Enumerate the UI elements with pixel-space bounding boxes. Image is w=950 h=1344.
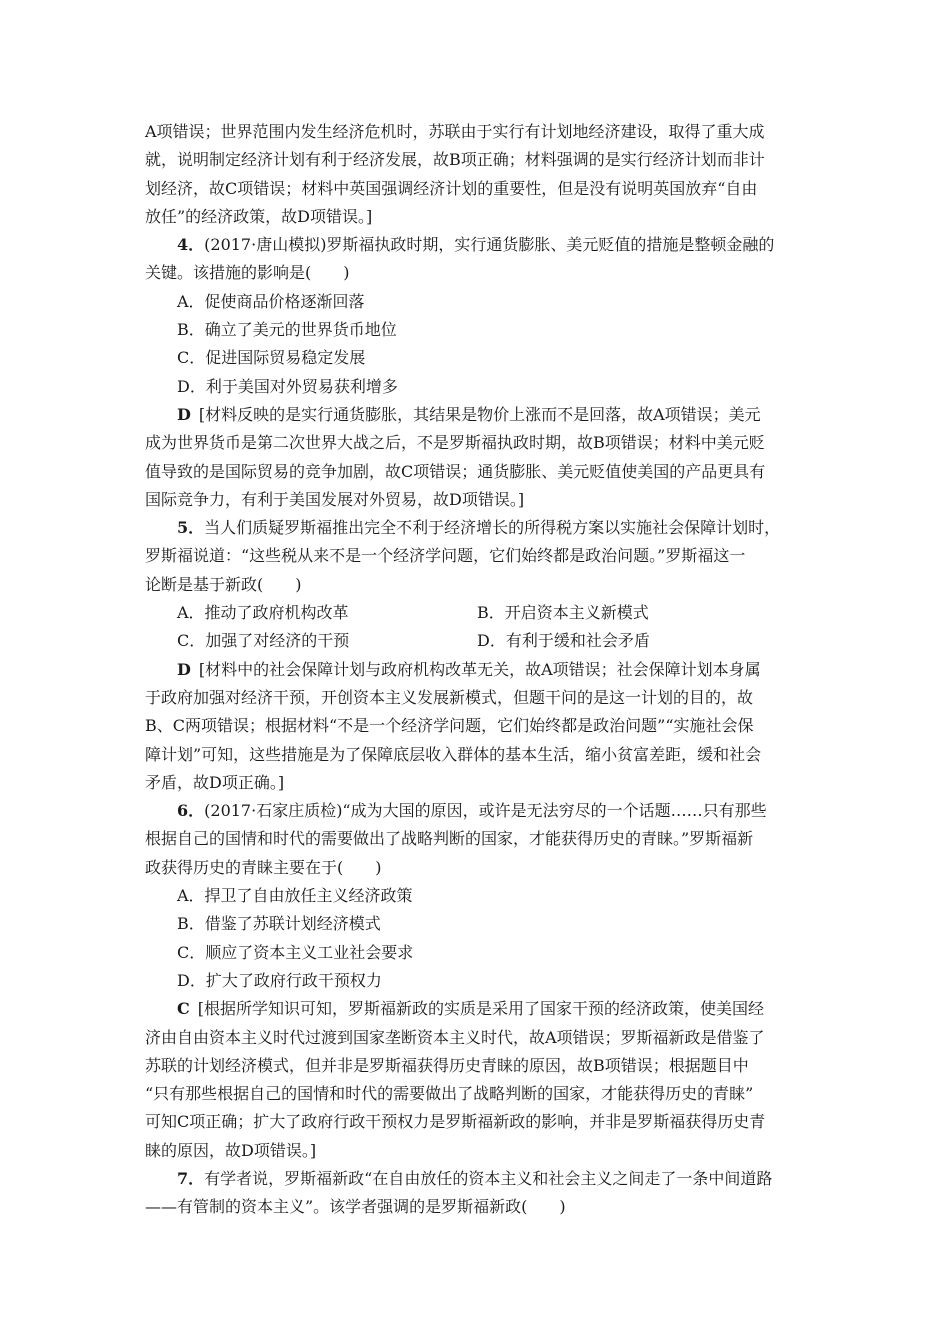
text-line: 成为世界货币是第二次世界大战之后，不是罗斯福执政时期，故B项错误；材料中美元贬 — [145, 433, 765, 453]
text-line: [根据所学知识可知，罗斯福新政的实质是采用了国家干预的经济政策，使美国经 — [197, 999, 764, 1019]
text-line: 有学者说，罗斯福新政“在自由放任的资本主义和社会主义之间走了一条中间道路 — [204, 1168, 773, 1188]
question-number: 7． — [177, 1168, 205, 1188]
text-line: 济由自由资本主义时代过渡到国家垄断资本主义时代，故A项错误；罗斯福新政是借鉴了 — [145, 1027, 765, 1047]
text-line: 国际竞争力，有利于美国发展对外贸易，故D项错误。] — [145, 489, 525, 509]
text-line: 就，说明制定经济计划有利于经济发展，故B项正确；材料强调的是实行经济计划而非计 — [145, 150, 765, 170]
question-number: 6． — [177, 801, 205, 821]
option-b: B．借鉴了苏联计划经济模式 — [177, 914, 381, 934]
text-line: 可知C项正确；扩大了政府行政干预权力是罗斯福新政的影响，并非是罗斯福获得历史青 — [145, 1112, 766, 1132]
text-line: 当人们质疑罗斯福推出完全不利于经济增长的所得税方案以实施社会保障计划时， — [204, 518, 781, 538]
option-b: B．确立了美元的世界货币地位 — [177, 320, 397, 340]
option-row — [145, 627, 810, 655]
text-line: 苏联的计划经济模式，但并非是罗斯福获得历史青睐的原因，故B项错误；根据题目中 — [145, 1055, 749, 1075]
question-stem — [145, 231, 810, 259]
option-a: A．捍卫了自由放任主义经济政策 — [177, 886, 413, 906]
intro-explanation — [145, 118, 810, 231]
text-line: 于政府加强对经济干预，开创资本主义发展新模式，但题干问的是这一计划的目的，故 — [145, 687, 754, 707]
answer-letter: D — [177, 404, 191, 424]
text-line: 罗斯福说道：“这些税从来不是一个经济学问题，它们始终都是政治问题。”罗斯福这一 — [145, 546, 746, 566]
answer-explanation — [145, 401, 810, 429]
question-5 — [145, 514, 810, 797]
document-page — [145, 118, 810, 1222]
question-4 — [145, 231, 810, 514]
answer-explanation — [145, 995, 810, 1023]
option-c: C．加强了对经济的干预 — [177, 631, 350, 651]
text-line: 睐的原因，故D项错误。] — [145, 1140, 317, 1160]
option-a: A．推动了政府机构改革 — [177, 603, 349, 623]
option-row — [145, 599, 810, 627]
option-d: D．扩大了政府行政干预权力 — [177, 970, 382, 990]
text-line: 矛盾，故D项正确。] — [145, 772, 285, 792]
text-line: [材料中的社会保障计划与政府机构改革无关，故A项错误；社会保障计划本身属 — [198, 659, 761, 679]
text-line: 政获得历史的青睐主要在于( ) — [145, 857, 382, 877]
option-d: D．利于美国对外贸易获利增多 — [177, 376, 398, 396]
option-c: C．促进国际贸易稳定发展 — [177, 348, 366, 368]
answer-letter: D — [177, 659, 191, 679]
text-line: (2017·石家庄质检)“成为大国的原因，或许是无法穷尽的一个话题……只有那些 — [204, 801, 767, 821]
question-number: 5． — [177, 518, 205, 538]
text-line: [材料反映的是实行通货膨胀，其结果是物价上涨而不是回落，故A项错误；美元 — [198, 404, 761, 424]
answer-letter: C — [177, 999, 190, 1019]
text-line: 根据自己的国情和时代的需要做出了战略判断的国家，才能获得历史的青睐。”罗斯福新 — [145, 829, 754, 849]
answer-explanation — [145, 656, 810, 684]
text-line: “只有那些根据自己的国情和时代的需要做出了战略判断的国家，才能获得历史的青睐” — [145, 1084, 754, 1104]
text-line: (2017·唐山模拟)罗斯福执政时期，实行通货膨胀、美元贬值的措施是整顿金融的 — [204, 235, 775, 255]
text-line: A项错误；世界范围内发生经济危机时，苏联由于实行有计划地经济建设，取得了重大成 — [145, 122, 765, 141]
text-line: 论断是基于新政( ) — [145, 574, 302, 594]
text-line: 障计划”可知，这些措施是为了保障底层收入群体的基本生活，缩小贫富差距，缓和社会 — [145, 744, 762, 764]
question-number: 4． — [177, 235, 205, 255]
text-line: 关键。该措施的影响是( ) — [145, 263, 350, 283]
question-stem — [145, 514, 810, 542]
question-7 — [145, 1165, 810, 1222]
option-a: A．促使商品价格逐渐回落 — [177, 291, 365, 311]
text-line: 划经济，故C项错误；材料中英国强调经济计划的重要性，但是没有说明英国放弃“自由 — [145, 178, 758, 198]
text-line: 放任”的经济政策，故D项错误。] — [145, 206, 373, 226]
text-line: B、C两项错误；根据材料“不是一个经济学问题，它们始终都是政治问题”“实施社会保 — [145, 716, 754, 736]
option-c: C．顺应了资本主义工业社会要求 — [177, 942, 414, 962]
text-line: ——有管制的资本主义”。该学者强调的是罗斯福新政( ) — [145, 1197, 566, 1217]
question-stem — [145, 1165, 810, 1193]
text-line: 值导致的是国际贸易的竞争加剧，故C项错误；通货膨胀、美元贬值使美国的产品更具有 — [145, 461, 766, 481]
option-b: B．开启资本主义新模式 — [477, 603, 649, 623]
question-stem — [145, 797, 810, 825]
option-d: D．有利于缓和社会矛盾 — [477, 631, 650, 651]
question-6 — [145, 797, 810, 1165]
